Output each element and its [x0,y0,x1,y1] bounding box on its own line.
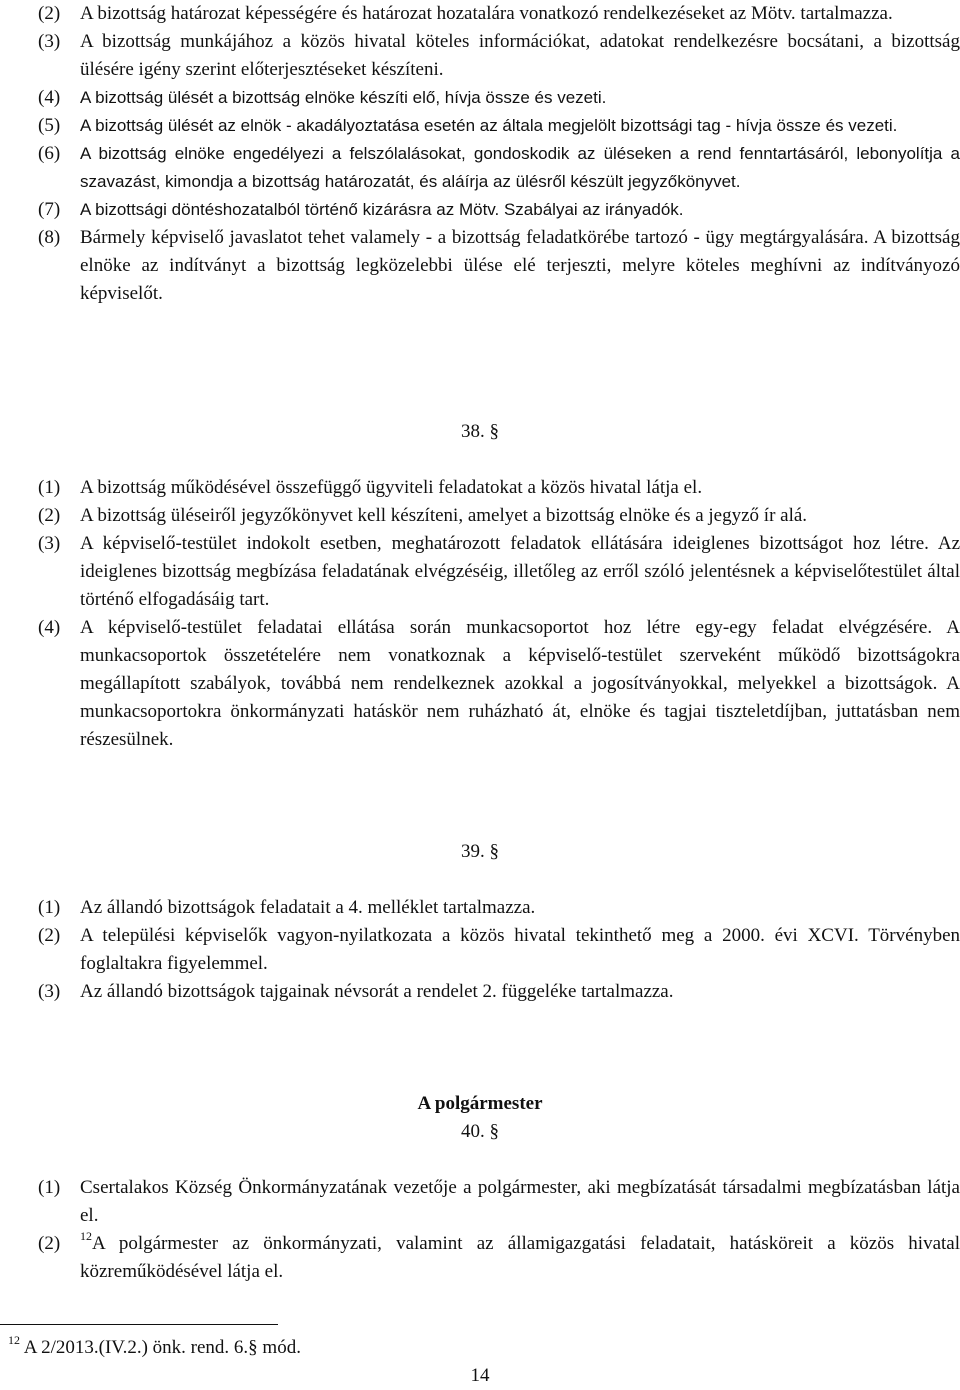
paragraph-text: A bizottság ülését az elnök - akadályoztatása esetén az általa megjelölt bizottsági tag - hívja össze és vezeti. [80,116,898,135]
paragraph-item [38,224,960,308]
section-heading-38: 38. § [461,421,499,442]
footnote-reference[interactable]: 12 [80,1229,92,1243]
paragraph-text: A bizottság határozat képességére és határozat hozatalára vonatkozó rendelkezéseket az Mötv. tartalmazza. [80,3,893,24]
paragraph-number: (1) [38,1177,61,1198]
paragraph-text: A képviselő-testület feladatai ellátása során munkacsoportot hoz létre egy-egy feladat elvégzésére. A munkacsoportok összetételére nem vonatkoznak a képviselő-testület szerveként működő bizottságokra megállapított szabályok, továbbá nem rendelkeznek azokkal a jogosítványokkal, melyekkel a bizottságok. A munkacsoportokra önkormányzati hatáskör nem ruházható át, elnöke és tagjai tiszteletdíjban, juttatásban nem részesülnek. [80,617,960,750]
paragraph-item [38,84,960,112]
paragraph-number: (4) [38,617,61,638]
paragraph-number: (4) [38,87,61,108]
paragraph-text: A képviselő-testület indokolt esetben, meghatározott feladatok ellátására ideiglenes bizottságot hoz létre. Az ideiglenes bizottság megbízása feladatának elvégzéséig, illetőleg az erről szóló jelentésnek a képviselőtestület által történő elfogadásáig tart. [80,533,960,610]
paragraph-text: A bizottság elnöke engedélyezi a felszólalásokat, gondoskodik az üléseken a rend fenntartásáról, lebonyolítja a szavazást, kimondja a bizottság határozatát, és aláírja az ülésről készült jegyzőkönyvet. [80,144,960,191]
paragraph-item [38,502,960,530]
section-39 [38,894,960,1006]
paragraph-text: A bizottság üléseiről jegyzőkönyvet kell készíteni, amelyet a bizottság elnöke és a jegyző ír alá. [80,505,808,526]
paragraph-number: (3) [38,533,61,554]
footnote-number: 12 [8,1333,20,1347]
page-number: 14 [470,1365,490,1386]
paragraph-item [38,1174,960,1230]
paragraph-text: Bármely képviselő javaslatot tehet valamely - a bizottság feladatkörébe tartozó - ügy megtárgyalására. A bizottság elnöke az indítványt a bizottság legközelebbi ülése elé terjeszti, melyre köteles meghívni az indítványozó képviselőt. [80,227,960,304]
paragraph-number: (1) [38,897,61,918]
paragraph-number: (3) [38,981,61,1002]
paragraph-item [38,196,960,224]
paragraph-text: A bizottság ülését a bizottság elnöke készíti elő, hívja össze és vezeti. [80,88,607,107]
paragraph-item [38,614,960,754]
paragraph-number: (8) [38,227,61,248]
paragraph-text: Az állandó bizottságok feladatait a 4. melléklet tartalmazza. [80,897,536,918]
section-continuation [38,0,960,308]
section-40 [38,1174,960,1286]
chapter-title: A polgármester [417,1093,543,1114]
paragraph-item [38,894,960,922]
paragraph-item [38,474,960,502]
paragraph-item [38,922,960,978]
paragraph-number: (2) [38,1233,61,1254]
paragraph-number: (3) [38,31,61,52]
footnote [8,1334,301,1362]
paragraph-text: A települési képviselők vagyon-nyilatkozata a közös hivatal tekinthető meg a 2000. évi XCVI. Törvényben foglaltakra figyelemmel. [80,925,960,974]
paragraph-item [38,978,960,1006]
paragraph-text: A bizottsági döntéshozatalból történő kizárásra az Mötv. Szabályai az irányadók. [80,200,684,219]
paragraph-item [38,530,960,614]
paragraph-item [38,0,960,28]
paragraph-text: A bizottság munkájához a közös hivatal köteles információkat, adatokat rendelkezésre bocsátani, a bizottság ülésére igény szerint előterjesztéseket készíteni. [80,31,960,80]
paragraph-number: (6) [38,143,61,164]
footnote-divider [0,1324,278,1325]
section-heading-40: 40. § [461,1121,499,1142]
paragraph-item [38,112,960,140]
paragraph-number: (7) [38,199,61,220]
paragraph-text: A bizottság működésével összefüggő ügyviteli feladatokat a közös hivatal látja el. [80,477,703,498]
paragraph-number: (2) [38,3,61,24]
paragraph-item [38,140,960,196]
paragraph-text: Csertalakos Község Önkormányzatának vezetője a polgármester, aki megbízatását társadalmi megbízatásban látja el. [80,1177,960,1226]
paragraph-text: Az állandó bizottságok tajgainak névsorát a rendelet 2. függeléke tartalmazza. [80,981,674,1002]
section-38 [38,474,960,754]
footnote-text: A 2/2013.(IV.2.) önk. rend. 6.§ mód. [20,1337,301,1358]
paragraph-number: (2) [38,505,61,526]
paragraph-number: (5) [38,115,61,136]
paragraph-item [38,28,960,84]
paragraph-number: (1) [38,477,61,498]
paragraph-number: (2) [38,925,61,946]
paragraph-item [38,1230,960,1286]
paragraph-text [80,1230,960,1286]
section-heading-39: 39. § [461,841,499,862]
paragraph-text-body: A polgármester az önkormányzati, valamint az államigazgatási feladatait, hatásköreit a közös hivatal közreműködésével látja el. [80,1233,960,1282]
